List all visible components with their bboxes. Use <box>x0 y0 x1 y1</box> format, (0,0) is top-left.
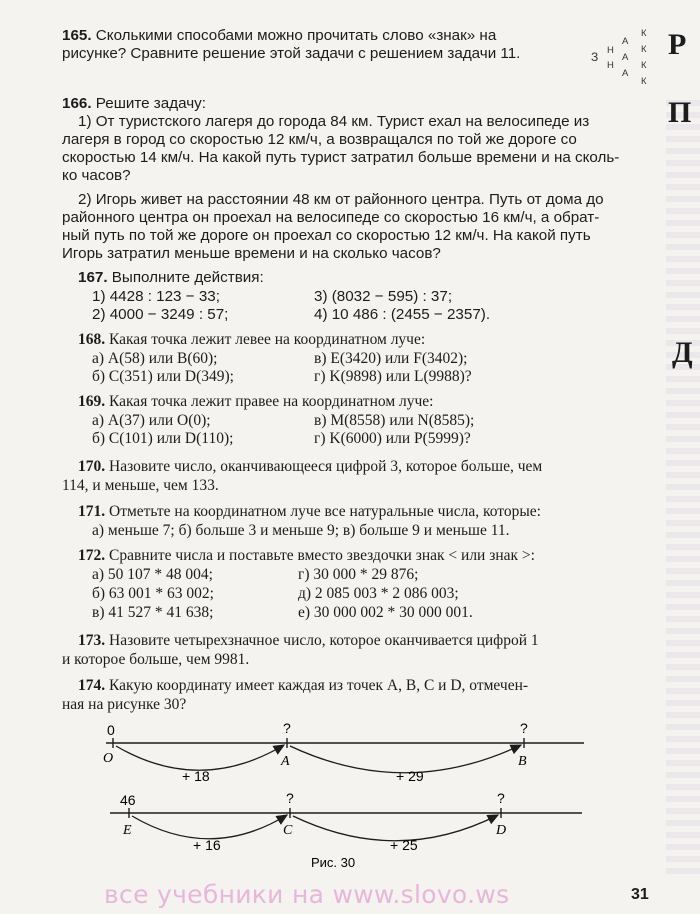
problem-169-b: б) C(101) или D(110); <box>92 430 234 447</box>
problem-171-line2: а) меньше 7; б) больше 3 и меньше 9; в) больше 9 и меньше 11. <box>92 522 510 539</box>
letter-a-1: А <box>622 36 629 47</box>
problem-168-b: б) C(351) или D(349); <box>92 368 234 385</box>
letter-k-3: К <box>641 60 647 71</box>
problem-167-d: 4) 10 486 : (2455 − 2357). <box>314 306 491 323</box>
bottom-start-value: 46 <box>120 792 136 808</box>
problem-167-a: 1) 4428 : 123 − 33; <box>92 288 220 305</box>
letter-n-2: Н <box>607 60 614 71</box>
bottom-q-d: ? <box>497 790 505 806</box>
watermark: все учебники на www.slovo.ws <box>104 880 510 909</box>
letter-a-2: А <box>622 52 629 63</box>
problem-166-line7: ный путь по той же дороге он проехал со скоростью 12 км/ч. На какой путь <box>62 227 591 244</box>
top-arc-1 <box>116 745 284 770</box>
top-step-1: + 18 <box>182 768 210 784</box>
problem-166-line6: районного центра он проехал на велосипеде со скоростью 16 км/ч, а обрат- <box>62 209 600 226</box>
problem-172-c: в) 41 527 * 41 638; <box>92 604 214 621</box>
problem-167-head: 167. Выполните действия: <box>78 269 264 286</box>
problem-166-line4: ко часов? <box>62 167 131 184</box>
problem-166-line2: лагеря в город со скоростью 12 км/ч, а возвращался по той же дороге со <box>62 131 577 148</box>
problem-166-line5: 2) Игорь живет на расстоянии 48 км от районного центра. Путь от дома до <box>78 191 604 208</box>
problem-173-line1: 173. Назовите четырехзначное число, которое оканчивается цифрой 1 <box>78 632 539 649</box>
problem-171-line1: 171. Отметьте на координатном луче все натуральные числа, которые: <box>78 503 541 520</box>
page-number: 31 <box>631 886 649 903</box>
letter-k-2: К <box>641 44 647 55</box>
problem-174-line2: ная на рисунке 30? <box>62 696 187 713</box>
problem-169-a: а) A(37) или O(0); <box>92 412 211 429</box>
problem-166-line8: Игорь затратил меньше времени и на сколько часов? <box>62 245 441 262</box>
top-label-a: A <box>281 754 290 769</box>
letter-z: З <box>591 50 599 64</box>
problem-168-d: г) K(9898) или L(9988)? <box>314 368 472 385</box>
problem-166-head: 166. Решите задачу: <box>62 95 206 112</box>
problem-169-c: в) M(8558) или N(8585); <box>314 412 475 429</box>
problem-173-line2: и которое больше, чем 9981. <box>62 651 250 668</box>
problem-172-b: б) 63 001 * 63 002; <box>92 585 214 602</box>
problem-166-line1: 1) От туристского лагеря до города 84 км. Турист ехал на велосипеде из <box>78 113 590 130</box>
side-letter-r: Р <box>668 28 687 61</box>
problem-172-d: г) 30 000 * 29 876; <box>298 566 419 583</box>
letter-a-3: А <box>622 68 629 79</box>
top-q-a: ? <box>283 720 291 736</box>
top-label-o: O <box>103 751 114 766</box>
problem-168-c: в) E(3420) или F(3402); <box>314 350 468 367</box>
letter-k-1: К <box>641 28 647 39</box>
problem-170-line1: 170. Назовите число, оканчивающееся цифрой 3, которое больше, чем <box>78 458 543 475</box>
bottom-label-c: C <box>283 823 293 838</box>
side-letter-p: П <box>668 96 692 129</box>
problem-172-f: е) 30 000 002 * 30 000 001. <box>298 604 473 621</box>
bottom-step-2: + 25 <box>390 837 418 853</box>
bottom-step-1: + 16 <box>193 837 221 853</box>
problem-168-head: 168. Какая точка лежит левее на координатном луче: <box>78 331 426 348</box>
problem-167-c: 3) (8032 − 595) : 37; <box>314 288 453 305</box>
problem-172-e: д) 2 085 003 * 2 086 003; <box>298 585 459 602</box>
bottom-label-d: D <box>496 823 507 838</box>
letter-k-4: К <box>641 76 647 87</box>
problem-168-a: а) A(58) или B(60); <box>92 350 218 367</box>
top-label-b: B <box>518 754 527 769</box>
problem-170-line2: 114, и меньше, чем 133. <box>62 477 219 494</box>
problem-165-line1: 165. Сколькими способами можно прочитать слово «знак» на <box>62 27 497 44</box>
figure-caption: Рис. 30 <box>311 855 356 870</box>
bottom-label-e: E <box>123 823 132 838</box>
problem-166-line3: скоростью 14 км/ч. На какой путь турист затратил больше времени и на сколь- <box>62 149 620 166</box>
problem-172-a: а) 50 107 * 48 004; <box>92 566 213 583</box>
letter-n-1: Н <box>607 45 614 56</box>
bottom-q-c: ? <box>286 790 294 806</box>
problem-174-line1: 174. Какую координату имеет каждая из точек A, B, C и D, отмечен- <box>78 677 529 694</box>
problem-169-d: г) K(6000) или P(5999)? <box>314 430 471 447</box>
top-q-b: ? <box>520 720 528 736</box>
problem-167-b: 2) 4000 − 3249 : 57; <box>92 306 229 323</box>
side-letter-d: Д <box>672 336 693 369</box>
top-step-2: + 29 <box>396 768 424 784</box>
problem-165-line2: рисунке? Сравните решение этой задачи с решением задачи 11. <box>62 45 521 62</box>
problem-172-head: 172. Сравните числа и поставьте вместо звездочки знак < или знак >: <box>78 547 535 564</box>
top-start-value: 0 <box>107 722 115 738</box>
bottom-arc-1 <box>132 815 287 839</box>
problem-169-head: 169. Какая точка лежит правее на координатном луче: <box>78 393 434 410</box>
